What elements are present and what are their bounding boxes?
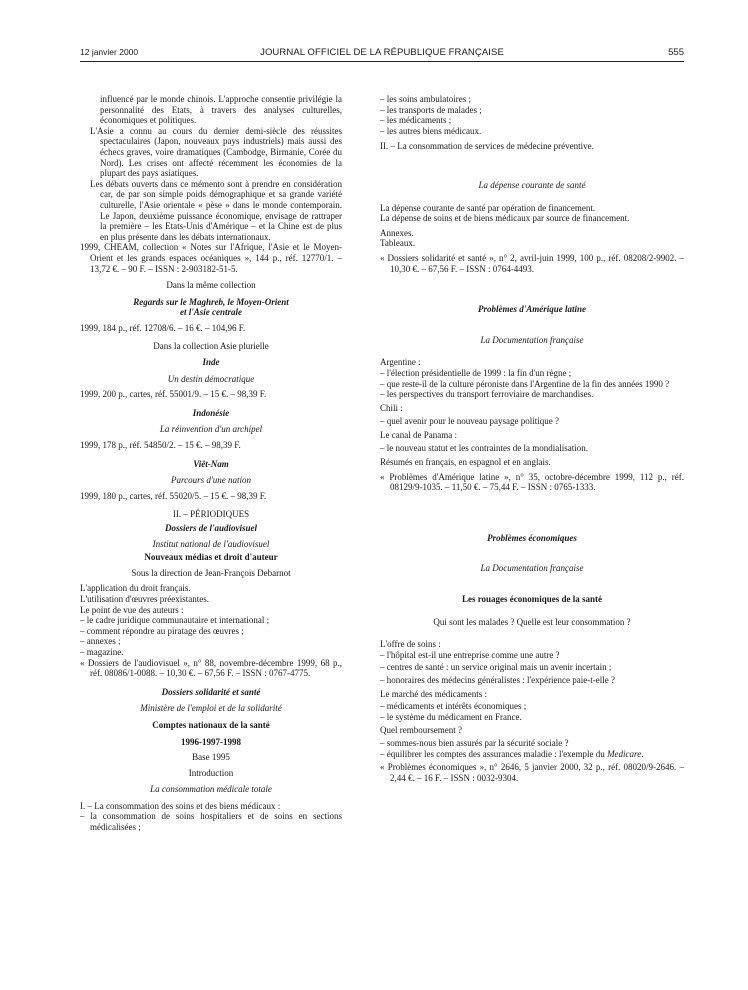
left-column: [80, 94, 342, 833]
content-line: L'utilisation d'œuvres préexistantes.: [80, 593, 209, 604]
reference-entry: « Problèmes économiques », n° 2646, 5 janvier 2000, 32 p., réf. 08020/9-2646. – 2,44 €. – 16 F. – ISSN : 0032-9304.: [380, 762, 684, 783]
content-line: – l'élection présidentielle de 1999 : la fin d'un règne ;: [380, 367, 572, 378]
content-line: – comment répondre au piratage des œuvres ;: [80, 625, 244, 636]
intro-paragraph: influencé par le monde chinois. L'approche consentie privilégie la personnalité des Etats, à travers des analyses culturelles, économiques et politiques.: [100, 94, 342, 126]
publication-subtitle: La réinvention d'un archipel: [159, 424, 263, 435]
reference-entry: 1999, 184 p., réf. 12708/6. – 16 €. – 104,96 F.: [80, 322, 246, 333]
publisher-name: La Documentation française: [480, 563, 584, 574]
header-page-number: 555: [668, 47, 684, 58]
reference-entry: « Dossiers de l'audiovisuel », n° 88, novembre-décembre 1999, 68 p., réf. 08086/1-0088. – 10,30 €. – 67,56 F. – ISSN : 0767-4775.: [80, 657, 342, 679]
issue-years: 1996-1997-1998: [181, 736, 241, 747]
collection-label: Dans la même collection: [166, 280, 256, 291]
content-line: – le système du médicament en France.: [380, 711, 522, 722]
content-line: – les soins ambulatoires ;: [380, 94, 471, 104]
content-line: L'application du droit français.: [80, 583, 191, 594]
header-rule: [80, 61, 684, 62]
content-line: Qui sont les malades ? Quelle est leur consommation ?: [433, 616, 631, 627]
header-journal-title: JOURNAL OFFICIEL DE LA RÉPUBLIQUE FRANÇAISE: [260, 47, 504, 58]
content-line: II. – La consommation de services de médecine préventive.: [380, 141, 594, 152]
reference-entry: 1999, 200 p., cartes, réf. 55001/9. – 15 €. – 98,39 F.: [80, 389, 267, 400]
page-header: [80, 47, 684, 61]
content-text: .: [641, 748, 644, 759]
content-line: Annexes.: [380, 227, 414, 238]
content-line: – les transports de malades ;: [380, 104, 482, 115]
content-line: La dépense courante de santé par opération de financement.: [380, 202, 596, 213]
intro-paragraph: L'Asie a connu au cours du dernier demi-siècle des réussites spectaculaires (Japon, nouveaux pays industriels) mais aussi des échecs graves, voire dramatiques (Cambodge, Birmanie, Corée du Nord). Les crises ont affecté récemment les économies de la plupart des pays asiatiques.: [90, 125, 342, 179]
content-line: – honoraires des médecins généralistes : l'expérience paie-t-elle ?: [380, 675, 616, 685]
reference-entry: 1999, 178 p., réf. 54850/2. – 15 €. – 98,39 F.: [80, 440, 241, 451]
content-line: – les médicaments ;: [380, 115, 452, 126]
content-line: – annexes ;: [80, 636, 121, 647]
issue-title: Les rouages économiques de la santé: [461, 594, 603, 605]
reference-entry: 1999, 180 p., cartes, réf. 55020/5. – 15 €. – 98,39 F.: [80, 490, 267, 501]
content-line: – le cadre juridique communautaire et international ;: [80, 615, 270, 626]
content-line: I. – La consommation des soins et des biens médicaux :: [80, 800, 281, 811]
content-line: L'offre de soins :: [380, 639, 441, 650]
intro-paragraph: Les débats ouverts dans ce mémento sont à prendre en considération car, de par son simple poids démographique et sa grande variété culturelle, l'Asie orientale « pèse » dans le monde contemporain. Le Japon, deuxième puissance économique, envisage de rattraper la première – les Etats-Unis d'Amérique – et la Chine est de plus en plus présente dans les débats internationaux.: [90, 178, 342, 242]
section-heading: II. – PÉRIODIQUES: [172, 509, 250, 520]
content-line: Argentine :: [380, 357, 421, 368]
publication-subtitle: Parcours d'une nation: [170, 475, 252, 486]
issue-editor: Sous la direction de Jean-François Debarnot: [131, 567, 291, 578]
content-line: Quel remboursement ?: [380, 725, 462, 736]
publication-title: et l'Asie centrale: [180, 307, 242, 318]
content-line: – médicaments et intérêts économiques ;: [380, 701, 527, 712]
chapter-subheading: La dépense courante de santé: [478, 179, 586, 190]
issue-title: Comptes nationaux de la santé: [152, 719, 270, 730]
content-line: La dépense de soins et de biens médicaux par source de financement.: [380, 213, 630, 224]
chapter-subheading: La consommation médicale totale: [150, 784, 272, 795]
content-line: – les autres biens médicaux.: [380, 125, 482, 136]
content-line: – centres de santé : un service original mais un avenir incertain ;: [380, 662, 612, 673]
publisher-name: Institut national de l'audiovisuel: [152, 538, 270, 549]
publication-title: Viêt-Nam: [193, 458, 229, 469]
content-line: Le marché des médicaments :: [380, 688, 487, 699]
reference-entry: « Problèmes d'Amérique latine », n° 35, octobre-décembre 1999, 112 p., réf. 08129/9-1035. – 11,50 €. – 75,44 F. – ISSN : 0765-1333.: [380, 471, 684, 493]
issue-title: Nouveaux médias et droit d'auteur: [144, 552, 278, 563]
content-line: – quel avenir pour le nouveau paysage politique ?: [380, 416, 559, 427]
content-line: Le canal de Panama :: [380, 429, 457, 440]
content-line: – que reste-il de la culture péroniste dans l'Argentine de la fin des années 1990 ?: [380, 378, 670, 389]
publication-title: Indonésie: [192, 407, 230, 418]
content-line: – magazine.: [80, 646, 124, 657]
issue-base: Base 1995: [192, 752, 230, 763]
content-line: – la consommation de soins hospitaliers et de soins en sections médicalisées ;: [80, 811, 342, 833]
content-line: Chili :: [380, 402, 403, 413]
publication-title: Inde: [202, 357, 220, 368]
content-line: – les perspectives du transport ferroviaire de marchandises.: [380, 389, 594, 400]
publisher-name: La Documentation française: [480, 334, 584, 345]
chapter-heading: Introduction: [188, 767, 234, 778]
content-line: Le point de vue des auteurs :: [80, 604, 184, 615]
collection-label: Dans la collection Asie plurielle: [153, 341, 269, 352]
periodical-title: Problèmes d'Amérique latine: [478, 304, 586, 315]
content-line: – le nouveau statut et les contraintes de la mondialisation.: [380, 443, 588, 454]
publication-title: Regards sur le Maghreb, le Moyen-Orient: [133, 296, 289, 307]
content-line: Résumés en français, en espagnol et en anglais.: [380, 457, 551, 468]
right-column: [380, 94, 684, 783]
periodical-title: Dossiers solidarité et santé: [161, 686, 261, 697]
content-line: – l'hôpital est-il une entreprise comme une autre ?: [380, 649, 560, 660]
reference-entry: 1999, CHEAM, collection « Notes sur l'Afrique, l'Asie et le Moyen-Orient et les grands espaces océaniques », 144 p., réf. 12770/1. – 13,72 €. – 90 F. – ISSN : 2-903182-51-5.: [80, 242, 342, 274]
periodical-title: Problèmes économiques: [487, 532, 577, 543]
header-date: 12 janvier 2000: [80, 47, 139, 57]
reference-entry: « Dossiers solidarité et santé », n° 2, avril-juin 1999, 100 p., réf. 08208/2-9902. – 10,30 €. – 67,56 F. – ISSN : 0764-4493.: [380, 252, 684, 274]
content-line: – sommes-nous bien assurés par la sécurité sociale ?: [380, 737, 569, 748]
content-text: – équilibrer les comptes des assurances maladie : l'exemple du: [380, 748, 608, 759]
periodical-title: Dossiers de l'audiovisuel: [164, 523, 257, 533]
content-line: [380, 749, 684, 760]
content-text-italic: Medicare: [607, 748, 642, 759]
publisher-name: Ministère de l'emploi et de la solidarité: [140, 703, 282, 714]
publication-subtitle: Un destin démocratique: [167, 373, 255, 384]
content-line: Tableaux.: [380, 238, 416, 249]
